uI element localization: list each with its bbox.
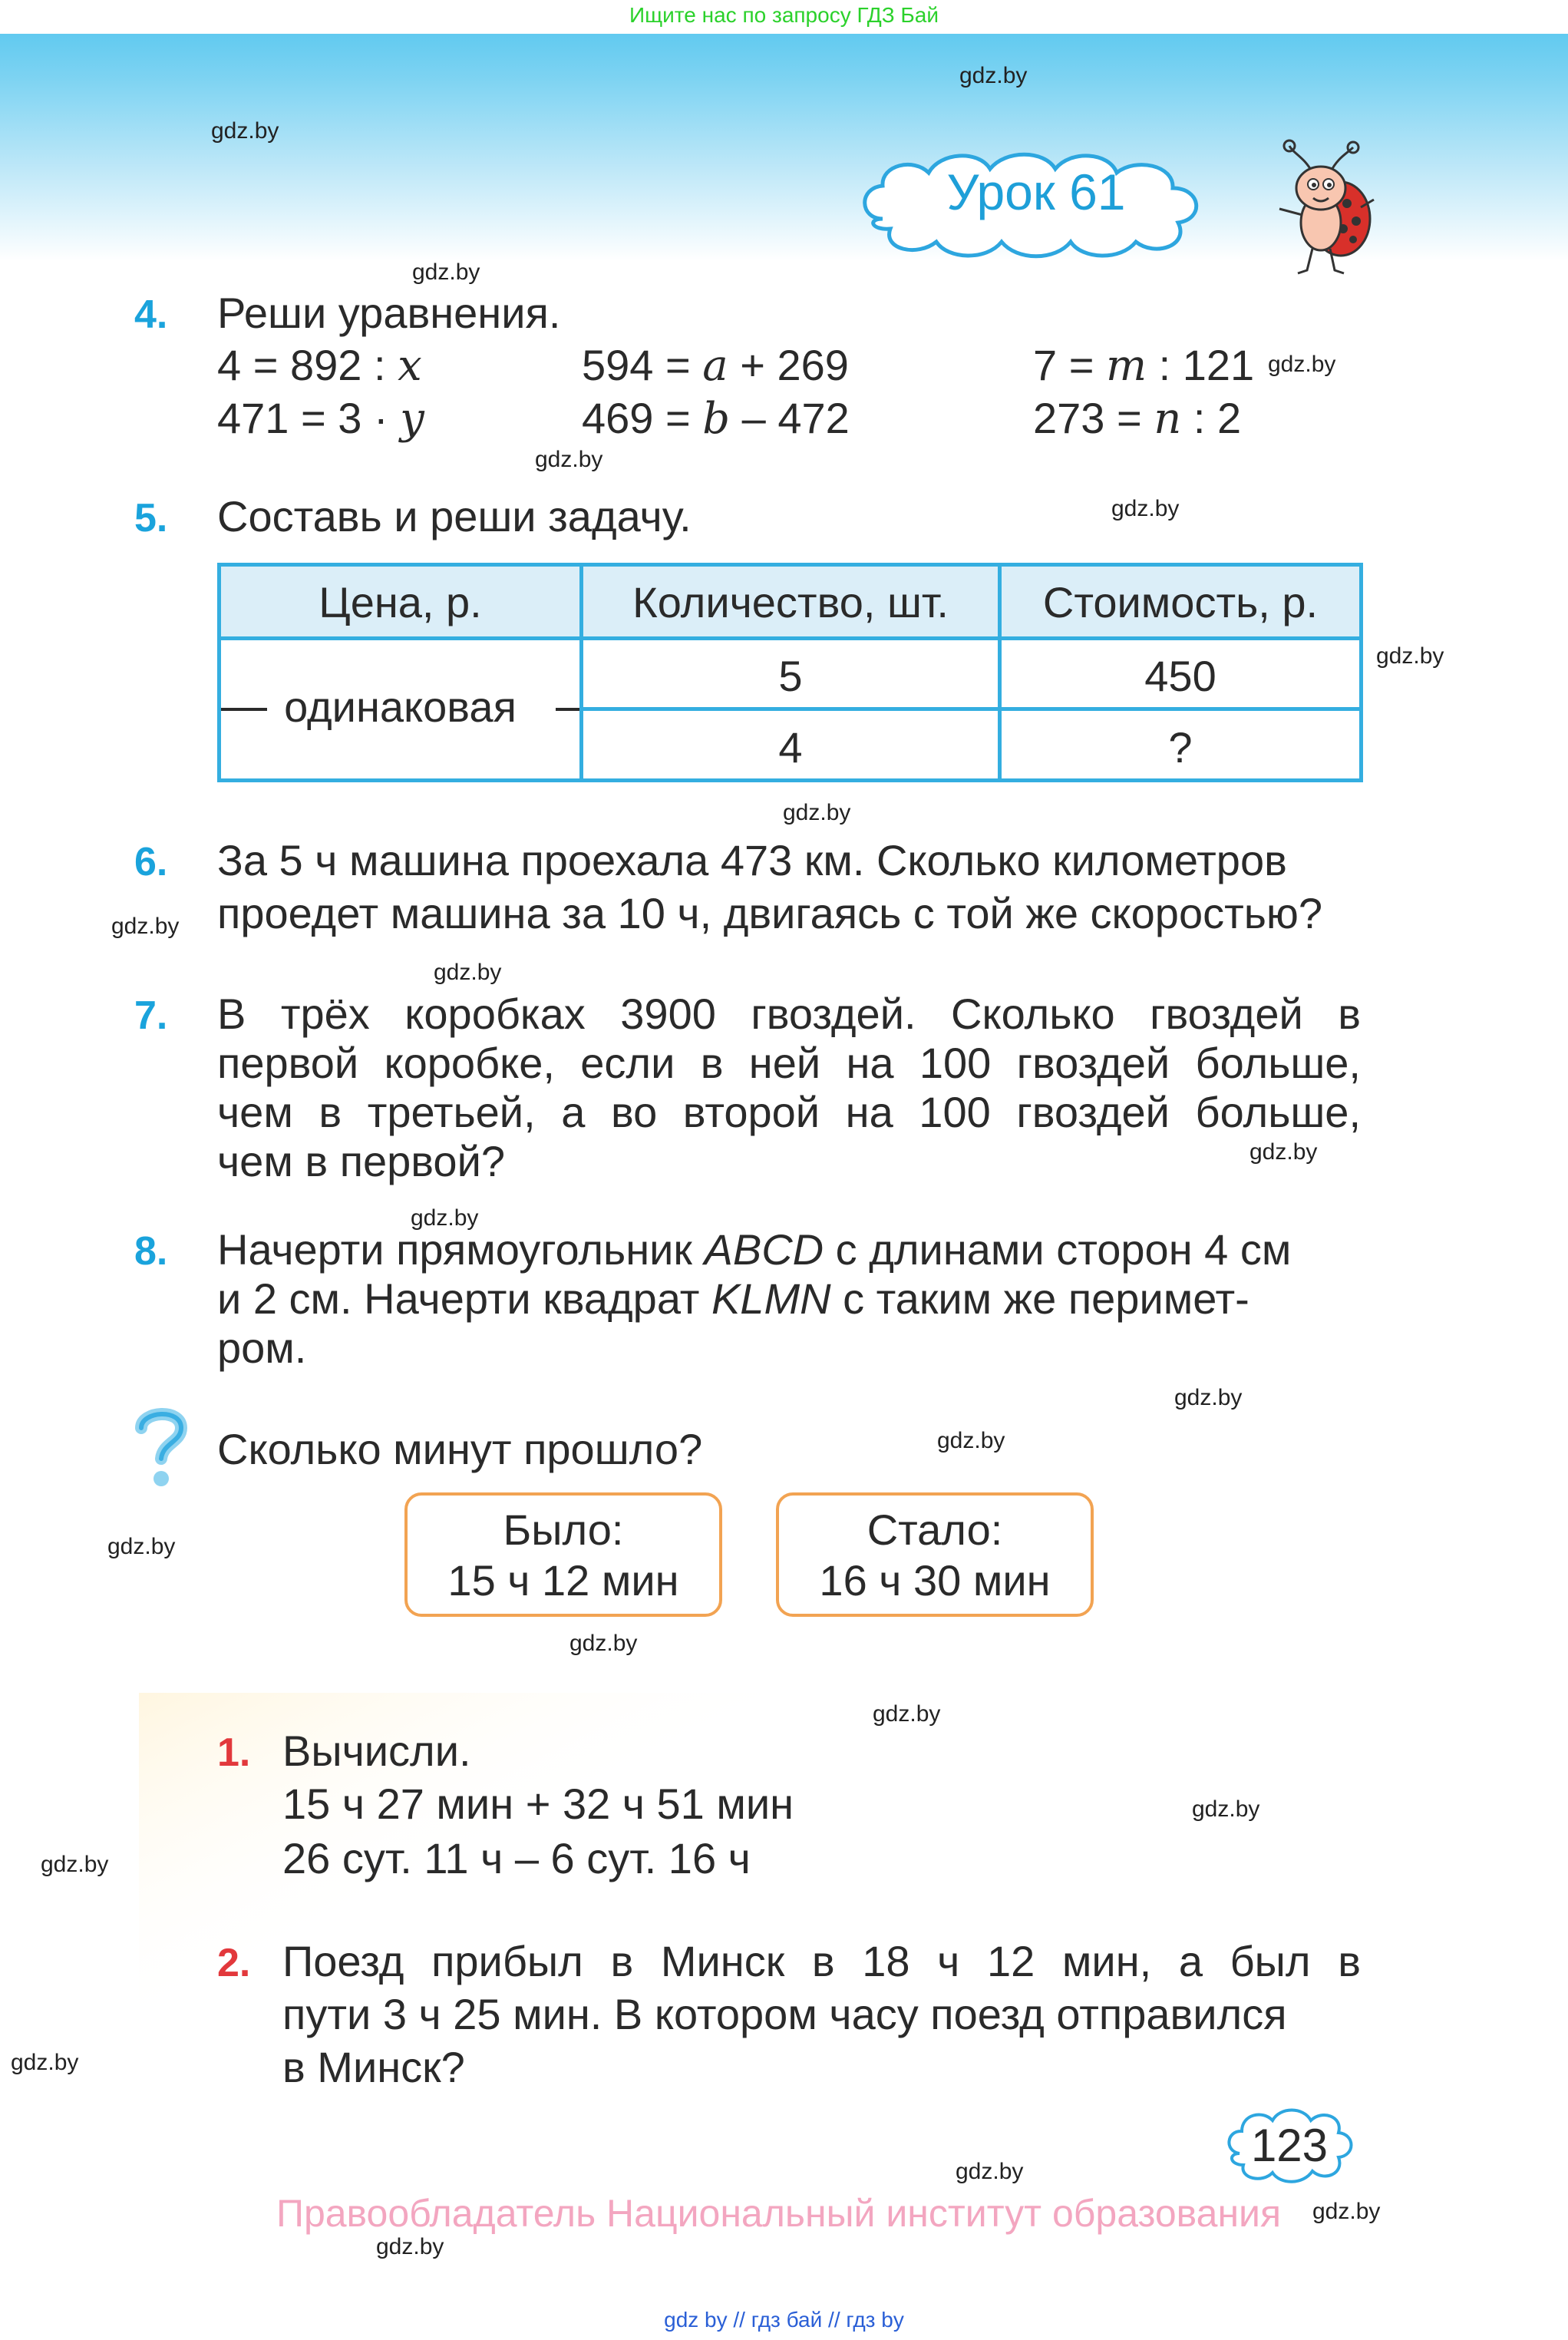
watermark: gdz.by [107, 1534, 176, 1559]
top-banner-text[interactable]: Ищите нас по запросу ГДЗ Бай [629, 3, 939, 27]
task8-line: и 2 см. Начерти квадрат KLMN с таким же перимет- [217, 1274, 1249, 1323]
lesson-title: Урок 61 [946, 164, 1126, 220]
equation: 7 = m : 121 [1033, 341, 1255, 391]
task7-line: чем в первой? [217, 1137, 505, 1185]
red-task1-number: 1. [217, 1730, 251, 1775]
table-header-cell: Стоимость, р. [1042, 578, 1319, 626]
watermark: gdz.by [11, 2050, 79, 2075]
equation: 273 = n : 2 [1033, 394, 1242, 444]
top-banner [0, 0, 1568, 34]
task8-number: 8. [134, 1229, 168, 1274]
table-header-cell: Количество, шт. [632, 578, 949, 626]
task4-title: Реши уравнения. [217, 289, 561, 337]
watermark: gdz.by [1376, 643, 1444, 669]
task8-line: ром. [217, 1324, 307, 1372]
table-cell: ? [1168, 723, 1193, 772]
watermark: gdz.by [211, 118, 279, 144]
task5-number: 5. [134, 496, 168, 540]
watermark: gdz.by [1312, 2199, 1381, 2224]
watermark: gdz.by [376, 2234, 444, 2259]
time-now-box [776, 1492, 1094, 1617]
red-task2-number: 2. [217, 1941, 251, 1985]
watermark: gdz.by [1268, 352, 1336, 377]
watermark: gdz.by [535, 447, 603, 472]
watermark: gdz.by [1192, 1796, 1260, 1822]
footer-links[interactable]: gdz by // гдз бай // гдз by [664, 2308, 904, 2332]
watermark: gdz.by [434, 960, 502, 985]
task7-line: первой коробке, если в ней на 100 гвоздей больше, [217, 1039, 1361, 1087]
time-was-label: Было: [503, 1505, 624, 1554]
time-was-box [404, 1492, 722, 1617]
task5-title: Составь и реши задачу. [217, 492, 692, 540]
ladybug-icon [1270, 138, 1378, 284]
watermark: gdz.by [959, 63, 1028, 88]
time-now-value: 16 ч 30 мин [819, 1556, 1051, 1605]
task7-line: чем в третьей, а во второй на 100 гвоздей больше, [217, 1088, 1361, 1136]
red-task2-line: в Минск? [282, 2043, 465, 2091]
table-cell: 4 [778, 723, 803, 772]
red-task2-line: пути 3 ч 25 мин. В котором часу поезд отправился [282, 1990, 1287, 2038]
time-now-label: Стало: [867, 1505, 1003, 1554]
red-task1-title: Вычисли. [282, 1727, 471, 1775]
task6-number: 6. [134, 840, 168, 884]
rights-holder: Правообладатель Национальный институт образования [276, 2192, 1282, 2235]
task4-number: 4. [134, 292, 168, 337]
task6-line: проедет машина за 10 ч, двигаясь с той же скоростью? [217, 889, 1323, 937]
task7-number: 7. [134, 993, 168, 1038]
watermark: gdz.by [1249, 1139, 1318, 1165]
table-merged-cell: одинаковая [284, 682, 517, 731]
watermark: gdz.by [412, 259, 480, 285]
watermark: gdz.by [411, 1205, 479, 1231]
table-cell: 5 [778, 652, 803, 700]
table-cell: 450 [1144, 652, 1216, 700]
watermark: gdz.by [956, 2159, 1024, 2184]
task6-line: За 5 ч машина проехала 473 км. Сколько километров [217, 836, 1287, 884]
red-task2-line: Поезд прибыл в Минск в 18 ч 12 мин, а был в [282, 1937, 1361, 1985]
table-header-cell: Цена, р. [319, 578, 482, 626]
table-divider [583, 707, 1359, 711]
question-text: Сколько минут прошло? [217, 1425, 703, 1473]
page-number: 123 [1250, 2120, 1329, 2171]
watermark: gdz.by [1111, 496, 1180, 521]
red-task1-line: 15 ч 27 мин + 32 ч 51 мин [282, 1780, 794, 1828]
equation: 594 = a + 269 [582, 341, 849, 391]
equation: 469 = b – 472 [582, 394, 850, 444]
task8-line: Начерти прямоугольник ABCD с длинами сторон 4 см [217, 1225, 1292, 1274]
watermark: gdz.by [937, 1428, 1005, 1453]
watermark: gdz.by [873, 1701, 941, 1727]
red-task1-line: 26 сут. 11 ч – 6 сут. 16 ч [282, 1834, 751, 1882]
watermark: gdz.by [111, 914, 180, 939]
equation: 471 = 3 · y [217, 394, 424, 444]
equation: 4 = 892 : x [217, 341, 422, 391]
watermark: gdz.by [41, 1852, 109, 1877]
watermark: gdz.by [783, 800, 851, 825]
question-mark-icon [130, 1405, 192, 1489]
price-table [217, 563, 1363, 782]
watermark: gdz.by [569, 1631, 638, 1656]
watermark: gdz.by [1174, 1385, 1243, 1410]
time-was-value: 15 ч 12 мин [447, 1556, 679, 1605]
task7-line: В трёх коробках 3900 гвоздей. Сколько гвоздей в [217, 990, 1361, 1038]
